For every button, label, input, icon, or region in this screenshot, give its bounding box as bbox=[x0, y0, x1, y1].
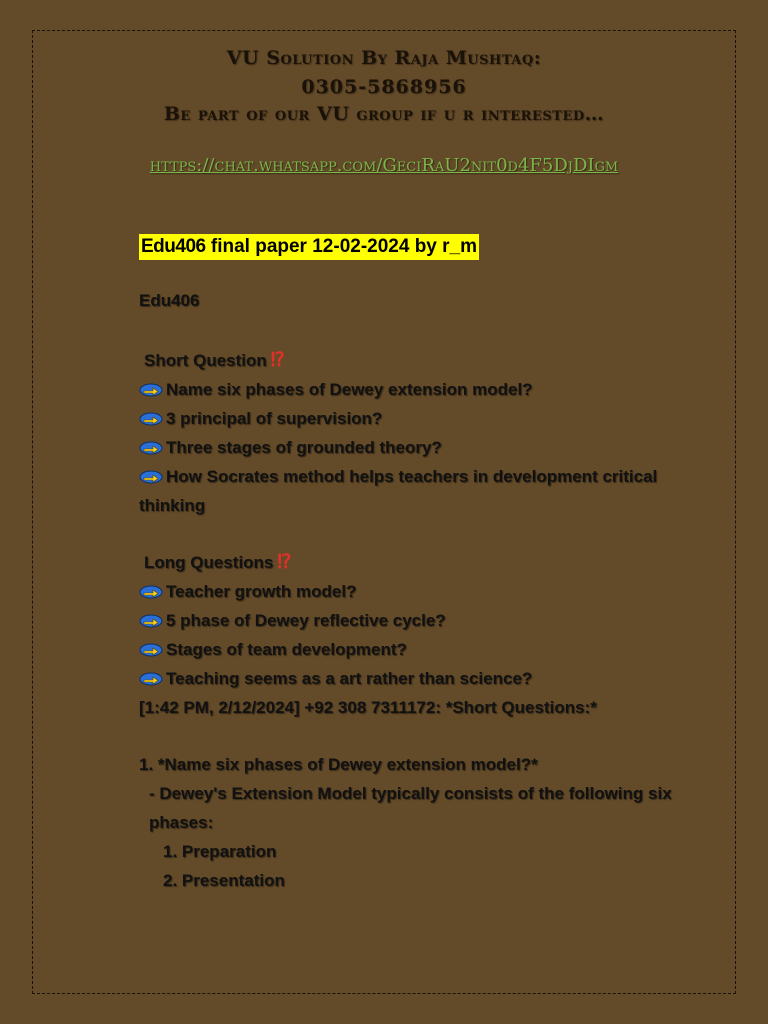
exclamation-question-icon: ⁉ bbox=[277, 552, 292, 573]
long-heading-text: Long Questions bbox=[144, 553, 274, 572]
title-course-code: Edu406 bbox=[141, 236, 206, 257]
long-question-3: Stages of team development? bbox=[166, 640, 407, 659]
list-item bbox=[139, 433, 699, 462]
list-item bbox=[139, 577, 699, 606]
short-question-4: How Socrates method helps teachers in development critical thinking bbox=[139, 467, 658, 515]
answer-question-heading: 1. *Name six phases of Dewey extension model?* bbox=[139, 755, 538, 774]
subject-label: Edu406 bbox=[139, 291, 200, 310]
list-item bbox=[139, 606, 699, 635]
phase-item: 1. Preparation bbox=[163, 842, 277, 861]
header-author-line: VU Solution By Raja Mushtaq: bbox=[226, 47, 542, 69]
long-question-4: Teaching seems as a art rather than science? bbox=[166, 669, 533, 688]
short-section-heading bbox=[139, 346, 699, 375]
long-question-2: 5 phase of Dewey reflective cycle? bbox=[166, 611, 446, 630]
list-item bbox=[139, 635, 699, 664]
list-item bbox=[139, 462, 699, 520]
list-item bbox=[139, 664, 699, 693]
paper-title bbox=[139, 234, 479, 260]
arrows-loop-icon bbox=[139, 614, 163, 628]
list-item bbox=[139, 375, 699, 404]
header-phone-line: 0305-5868956 bbox=[301, 76, 467, 98]
long-section-heading bbox=[139, 548, 699, 577]
list-item bbox=[139, 404, 699, 433]
arrows-loop-icon bbox=[139, 441, 163, 455]
short-question-1: Name six phases of Dewey extension model? bbox=[166, 380, 533, 399]
whatsapp-group-link[interactable]: https://chat.whatsapp.com/GeciRaU2nit0d4F5DjDIgm bbox=[149, 155, 619, 176]
long-question-1: Teacher growth model? bbox=[166, 582, 357, 601]
arrows-loop-icon bbox=[139, 643, 163, 657]
chat-timestamp-line: [1:42 PM, 2/12/2024] +92 308 7311172: *Short Questions:* bbox=[139, 698, 597, 717]
arrows-loop-icon bbox=[139, 383, 163, 397]
short-heading-text: Short Question bbox=[144, 351, 267, 370]
short-question-3: Three stages of grounded theory? bbox=[166, 438, 442, 457]
answer-intro: - Dewey's Extension Model typically consists of the following six phases: bbox=[149, 784, 672, 832]
arrows-loop-icon bbox=[139, 470, 163, 484]
arrows-loop-icon bbox=[139, 412, 163, 426]
arrows-loop-icon bbox=[139, 585, 163, 599]
title-rest: final paper 12-02-2024 by r_m bbox=[205, 236, 478, 257]
phase-item: 2. Presentation bbox=[163, 871, 285, 890]
short-question-2: 3 principal of supervision? bbox=[166, 409, 383, 428]
exclamation-question-icon: ⁉ bbox=[270, 350, 285, 371]
arrows-loop-icon bbox=[139, 672, 163, 686]
header-group-line: Be part of our VU group if u r interested… bbox=[163, 103, 605, 125]
document-body bbox=[139, 286, 699, 895]
